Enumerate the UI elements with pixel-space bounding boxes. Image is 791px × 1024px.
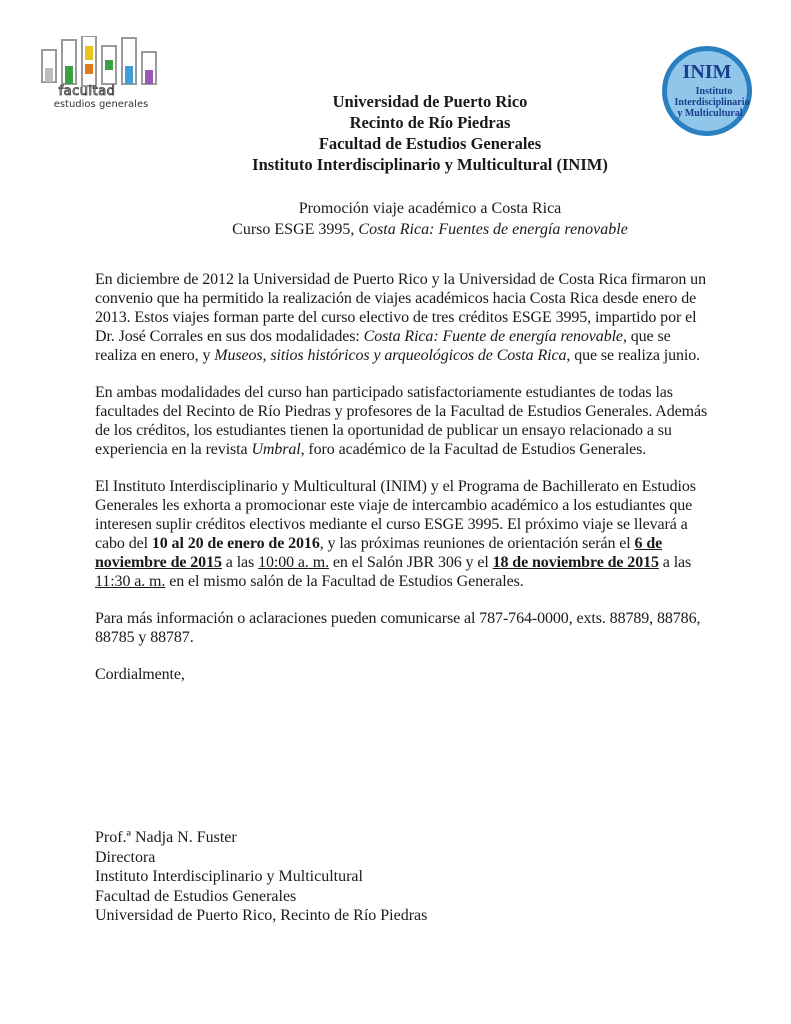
inim-seal-acronym: INIM: [682, 61, 732, 83]
meeting-date-2: 18 de noviembre de 2015: [492, 554, 659, 571]
header-faculty: Facultad de Estudios Generales: [318, 134, 542, 153]
signer-institute: Instituto Interdisciplinario y Multicultural: [95, 868, 363, 885]
header-campus: Recinto de Río Piedras: [349, 113, 511, 132]
header-institute: Instituto Interdisciplinario y Multicultural (INIM): [252, 155, 608, 174]
signer-faculty: Facultad de Estudios Generales: [95, 887, 297, 905]
meeting-time-1: 10:00 a. m.: [258, 554, 329, 571]
signer-name: Prof.ª Nadja N. Fuster: [95, 829, 237, 846]
signer-university: Universidad de Puerto Rico, Recinto de Río Piedras: [95, 907, 428, 924]
letter-body: [95, 270, 715, 702]
closing-salutation: Cordialmente,: [95, 666, 185, 683]
logo-text-facultad: facultad: [58, 84, 116, 99]
signature-block: [95, 828, 695, 926]
document-subject: [150, 198, 710, 240]
header-university: Universidad de Puerto Rico: [332, 92, 528, 111]
subject-title: Promoción viaje académico a Costa Rica: [298, 200, 562, 217]
paragraph-convenio: En diciembre de 2012 la Universidad de Puerto Rico y la Universidad de Costa Rica firmaron un convenio que ha permitido la realización de viajes académicos hacia Costa Rica desde enero de 2013. Estos viajes forman parte del curso electivo de tres créditos ESGE 3995, impartido por el Dr. José Corrales en sus dos modalidades: Costa Rica: Fuente de energía renovable, que se realiza en enero, y Museos, sitios históricos y arqueológicos de Costa Rica, que se realiza junio.: [95, 271, 706, 364]
paragraph-participation: En ambas modalidades del curso han participado satisfactoriamente estudiantes de todas las facultades del Recinto de Río Piedras y profesores de la Facultad de Estudios Generales. Además de los créditos, los estudiantes tienen la oportunidad de publicar un ensayo relacionado a su experiencia en la revista Umbral, foro académico de la Facultad de Estudios Generales.: [95, 384, 708, 458]
paragraph-contact: Para más información o aclaraciones pueden comunicarse al 787-764-0000, exts. 88789, 88786, 88785 y 88787.: [95, 610, 701, 646]
trip-dates: 10 al 20 de enero de 2016: [151, 535, 320, 552]
inim-seal-line2: Interdisciplinario: [674, 97, 750, 108]
meeting-time-2: 11:30 a. m.: [95, 573, 166, 590]
inim-seal-line3: y Multicultural: [677, 108, 743, 119]
subject-course: Curso ESGE 3995, Costa Rica: Fuentes de energía renovable: [232, 221, 628, 238]
inim-seal-line1: Instituto: [695, 86, 733, 97]
paragraph-next-trip: El Instituto Interdisciplinario y Multicultural (INIM) y el Programa de Bachillerato en Estudios Generales les exhorta a promocionar este viaje de intercambio académico a los estudiantes que interesen suplir créditos electivos mediante el curso ESGE 3995. El próximo viaje se llevará a cabo del 10 al 20 de enero de 2016, y las próximas reuniones de orientación serán el 6 de noviembre de 2015 a las 10:00 a. m. en el Salón JBR 306 y el 18 de noviembre de 2015 a las 11:30 a. m. en el mismo salón de la Facultad de Estudios Generales.: [95, 478, 696, 590]
letterhead: [150, 91, 710, 175]
signer-title: Directora: [95, 848, 156, 866]
logo-text-estudios: estudios generales: [53, 99, 149, 110]
meeting-date-1: 6 de noviembre de 2015: [95, 535, 663, 571]
